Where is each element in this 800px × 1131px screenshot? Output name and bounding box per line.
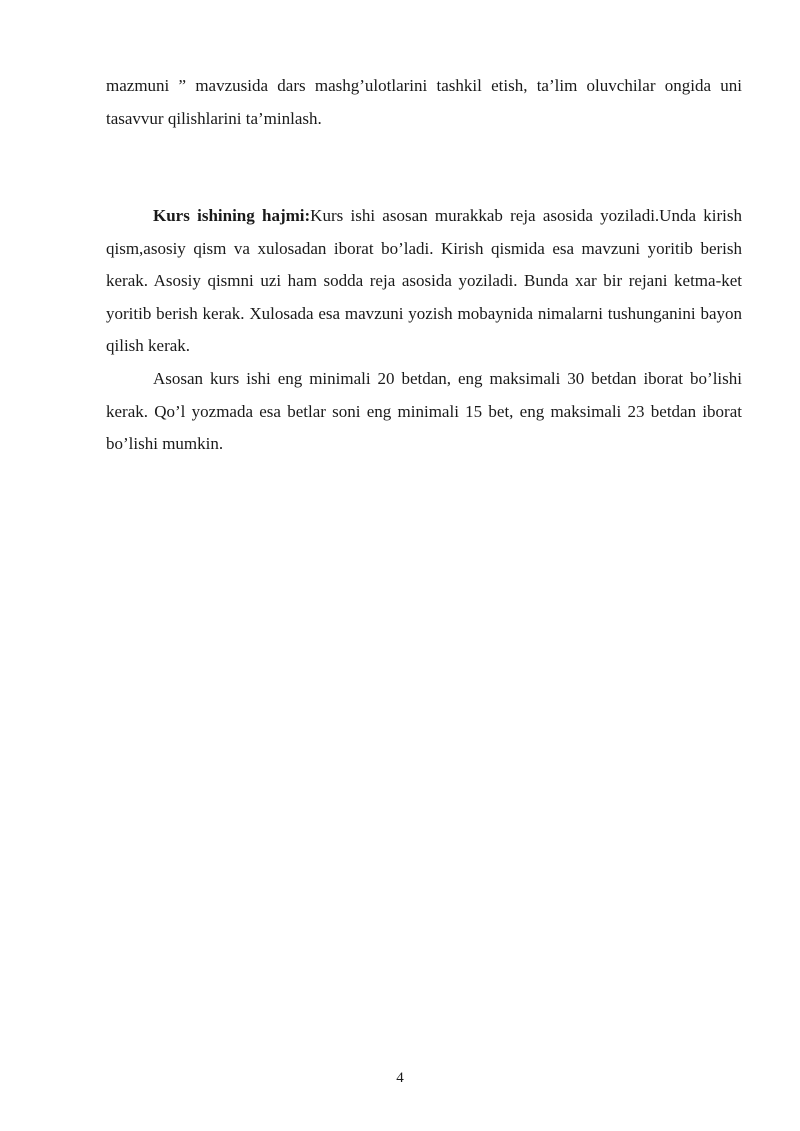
paragraph-text: Kurs ishi asosan murakkab reja asosida yoziladi.Unda kirish qism,asosiy qism va xulosadan iborat bo’ladi. Kirish qismida esa mavzuni yoritib berish kerak. Asosiy qismni uzi ham sodda reja asosida yoziladi. Bunda xar bir rejani ketma-ket yoritib berish kerak. Xulosada esa mavzuni yozish mobaynida nimalarni tushunganini bayon qilish kerak. <box>106 206 742 355</box>
paragraph-heading: Kurs ishining hajmi: <box>153 206 311 225</box>
paragraph-course-work-volume <box>106 200 742 363</box>
paragraph-page-count <box>106 363 742 461</box>
page-number: 4 <box>396 1070 404 1086</box>
paragraph-text: Asosan kurs ishi eng minimali 20 betdan, eng maksimali 30 betdan iborat bo’lishi kerak. Qo’l yozmada esa betlar soni eng minimali 15 bet, eng maksimali 23 betdan iborat bo’lishi mumkin. <box>106 369 742 453</box>
paragraph-continuation <box>106 70 742 135</box>
paragraph-text: mazmuni ” mavzusida dars mashg’ulotlarini tashkil etish, ta’lim oluvchilar ongida uni tasavvur qilishlarini ta’minlash. <box>106 76 742 128</box>
